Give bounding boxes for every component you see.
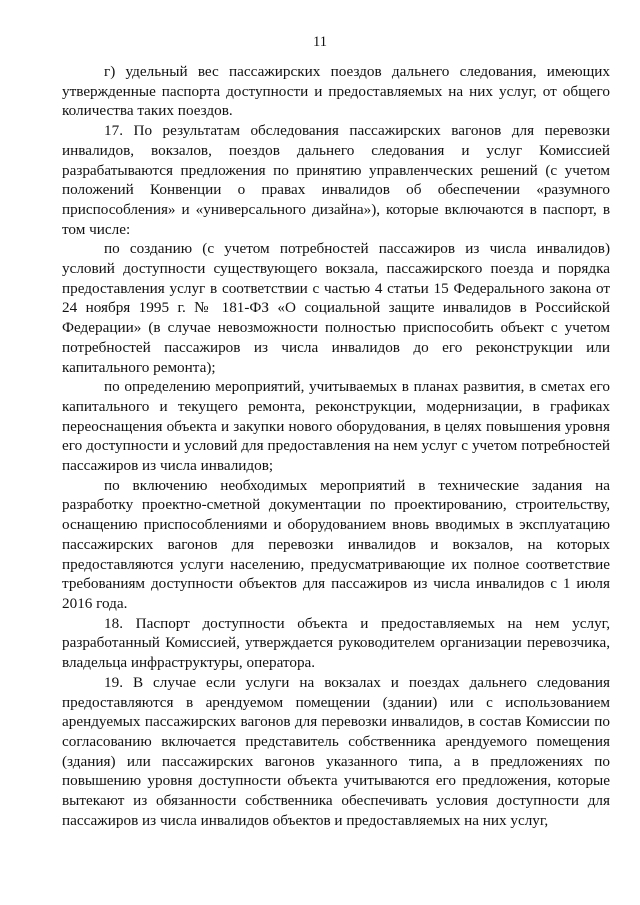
paragraph-17: 17. По результатам обследования пассажирских вагонов для перевозки инвалидов, вокзалов, поездов дальнего следования и услуг Комиссией разрабатываются предложения по принятию управленческих решений (с учетом положений Конвенции о правах инвалидов об обеспечении «разумного приспособления» и «универсального дизайна»), которые включаются в паспорт, в том числе: (62, 122, 610, 238)
page-number: 11 (313, 34, 327, 50)
paragraph-17-definition: по определению мероприятий, учитываемых в планах развития, в сметах его капитального и текущего ремонта, реконструкции, модернизации, в графиках переоснащения объекта и закупки нового оборудования, в целях повышения уровня его доступности и условий для предоставления на нем услуг с учетом потребностей пассажиров из числа инвалидов; (62, 378, 610, 475)
paragraph-17-inclusion: по включению необходимых мероприятий в технические задания на разработку проектно-сметной документации по проектированию, строительству, оснащению приспособлениями и оборудованием вновь вводимых в эксплуатацию пассажирских вагонов для перевозки инвалидов и вокзалов, на которых предоставляются услуги населению, предусматривающие их полное соответствие требованиям доступности объектов для пассажиров из числа инвалидов с 1 июля 2016 года. (62, 476, 610, 612)
paragraph-17-creation: по созданию (с учетом потребностей пассажиров из числа инвалидов) условий доступности существующего вокзала, пассажирского поезда и порядка предоставления услуг в соответствии с частью 4 статьи 15 Федерального закона от 24 ноября 1995 г. № 181-ФЗ «О социальной защите инвалидов в Российской Федерации» (в случае невозможности полностью приспособить объект с учетом потребностей пассажиров из числа инвалидов до его реконструкции или капитального ремонта); (62, 240, 610, 376)
paragraph-19: 19. В случае если услуги на вокзалах и поездах дальнего следования предоставляются в арендуемом помещении (здании) или с использованием арендуемых пассажирских вагонов для перевозки инвалидов, в состав Комиссии по согласованию включается представитель собственника арендуемого помещения (здания) или пассажирских вагонов указанного типа, а в предложениях по повышению уровня доступности объекта учитываются его предложения, которые вытекают из обязанности собственника обеспечивать условия доступности для пассажиров из числа инвалидов объектов и предоставляемых на них услуг, (62, 673, 610, 829)
paragraph-18: 18. Паспорт доступности объекта и предоставляемых на нем услуг, разработанный Комиссией, утверждается руководителем организации перевозчика, владельца инфраструктуры, оператора. (62, 614, 610, 672)
document-body (62, 62, 610, 830)
paragraph-item-g: г) удельный вес пассажирских поездов дальнего следования, имеющих утвержденные паспорта доступности и предоставляемых на них услуг, от общего количества таких поездов. (62, 63, 610, 120)
